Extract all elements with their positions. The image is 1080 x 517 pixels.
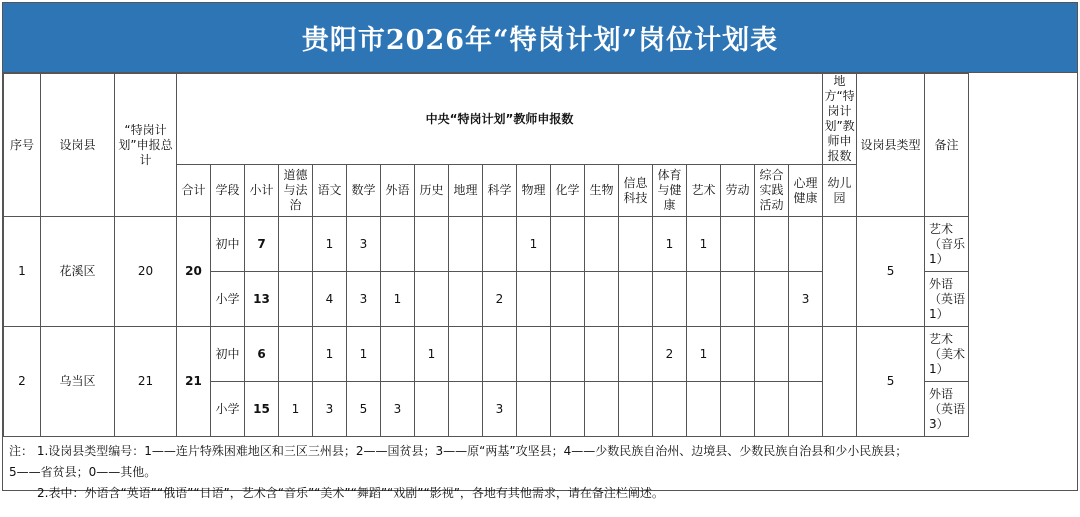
- cell-total: 21: [177, 327, 211, 437]
- page-title: 贵阳市2026年“特岗计划”岗位计划表: [3, 3, 1077, 73]
- cell-subject: [279, 272, 313, 327]
- header-subject: 科学: [483, 165, 517, 217]
- cell-county: 乌当区: [41, 327, 115, 437]
- cell-subject: [415, 217, 449, 272]
- cell-subject: [755, 327, 789, 382]
- cell-kindergarten: [823, 327, 857, 437]
- plan-document: [2, 2, 1078, 491]
- cell-subject: [755, 272, 789, 327]
- header-subject: 劳动: [721, 165, 755, 217]
- cell-county: 花溪区: [41, 217, 115, 327]
- cell-subject: [687, 272, 721, 327]
- header-central: 中央“特岗计划”教师申报数: [177, 74, 823, 165]
- cell-seq: 1: [4, 217, 41, 327]
- header-subject: 艺术: [687, 165, 721, 217]
- cell-subject: [789, 382, 823, 437]
- table-row: [4, 327, 1080, 382]
- cell-subject: 3: [347, 272, 381, 327]
- cell-subject: [415, 382, 449, 437]
- cell-subject: [517, 327, 551, 382]
- cell-subject: 1: [653, 217, 687, 272]
- cell-subject: 2: [483, 272, 517, 327]
- cell-subject: 3: [313, 382, 347, 437]
- cell-subject: [619, 327, 653, 382]
- header-subject: 数学: [347, 165, 381, 217]
- header-subject: 地理: [449, 165, 483, 217]
- cell-subject: 1: [517, 217, 551, 272]
- cell-subject: [551, 272, 585, 327]
- header-county-type: 设岗县类型: [857, 74, 925, 217]
- cell-subject: [551, 382, 585, 437]
- header-subject: 信息科技: [619, 165, 653, 217]
- cell-subject: 1: [313, 217, 347, 272]
- cell-subject: 1: [347, 327, 381, 382]
- cell-subject: [721, 382, 755, 437]
- cell-seq: 2: [4, 327, 41, 437]
- cell-subtotal: 7: [245, 217, 279, 272]
- cell-kindergarten: [823, 217, 857, 327]
- header-subject: 道德与法治: [279, 165, 313, 217]
- cell-subject: 3: [381, 382, 415, 437]
- cell-subject: [279, 217, 313, 272]
- cell-county-type: 5: [857, 327, 925, 437]
- cell-remark: 艺术（美术1）: [925, 327, 969, 382]
- cell-stage: 小学: [211, 382, 245, 437]
- cell-subject: 1: [313, 327, 347, 382]
- cell-subject: [517, 272, 551, 327]
- cell-subject: [585, 327, 619, 382]
- cell-subject: [551, 217, 585, 272]
- cell-remark: 艺术（音乐1）: [925, 217, 969, 272]
- cell-subject: 1: [415, 327, 449, 382]
- cell-subject: 3: [347, 217, 381, 272]
- cell-subject: [381, 327, 415, 382]
- header-kindergarten: 幼儿园: [823, 165, 857, 217]
- header-declared-total: “特岗计划”申报总计: [115, 74, 177, 217]
- cell-total: 20: [177, 217, 211, 327]
- cell-subject: [619, 272, 653, 327]
- cell-subject: [721, 272, 755, 327]
- cell-subject: 3: [789, 272, 823, 327]
- cell-subject: [483, 327, 517, 382]
- cell-subject: [449, 217, 483, 272]
- header-subject: 化学: [551, 165, 585, 217]
- header-subject: 物理: [517, 165, 551, 217]
- header-subject: 综合实践活动: [755, 165, 789, 217]
- cell-stage: 初中: [211, 217, 245, 272]
- cell-subject: 1: [687, 327, 721, 382]
- header-seq: 序号: [4, 74, 41, 217]
- cell-subject: [755, 382, 789, 437]
- table-row: [4, 217, 1080, 272]
- plan-table: [3, 73, 1080, 437]
- cell-subject: 5: [347, 382, 381, 437]
- cell-stage: 小学: [211, 272, 245, 327]
- header-total: 合计: [177, 165, 211, 217]
- cell-subtotal: 15: [245, 382, 279, 437]
- cell-remark: 外语（英语1）: [925, 272, 969, 327]
- cell-stage: 初中: [211, 327, 245, 382]
- cell-subject: 3: [483, 382, 517, 437]
- header-subject: 心理健康: [789, 165, 823, 217]
- cell-county-type: 5: [857, 217, 925, 327]
- note-line: 5——省贫县；0——其他。: [9, 462, 1071, 483]
- cell-subject: [721, 217, 755, 272]
- header-subject: 外语: [381, 165, 415, 217]
- cell-subject: [449, 327, 483, 382]
- cell-subject: [789, 327, 823, 382]
- cell-subject: [483, 217, 517, 272]
- header-subject: 语文: [313, 165, 347, 217]
- cell-subject: [653, 382, 687, 437]
- cell-subject: [653, 272, 687, 327]
- cell-subject: [381, 217, 415, 272]
- cell-subject: 4: [313, 272, 347, 327]
- cell-subject: [517, 382, 551, 437]
- cell-subject: [449, 382, 483, 437]
- cell-subject: 1: [381, 272, 415, 327]
- cell-declared-total: 20: [115, 217, 177, 327]
- cell-subject: [449, 272, 483, 327]
- cell-subject: [279, 327, 313, 382]
- cell-subject: [585, 382, 619, 437]
- cell-subject: [551, 327, 585, 382]
- header-subject: 历史: [415, 165, 449, 217]
- header-subject: 体育与健康: [653, 165, 687, 217]
- header-subject: 生物: [585, 165, 619, 217]
- cell-declared-total: 21: [115, 327, 177, 437]
- note-line: 注： 1.设岗县类型编号：1——连片特殊困难地区和三区三州县；2——国贫县；3——原“两基”攻坚县；4——少数民族自治州、边境县、少数民族自治县和少小民族县；: [9, 441, 1071, 462]
- cell-subtotal: 6: [245, 327, 279, 382]
- cell-subject: [415, 272, 449, 327]
- header-remarks: 备注: [925, 74, 969, 217]
- cell-subject: [755, 217, 789, 272]
- header-county: 设岗县: [41, 74, 115, 217]
- cell-subject: 1: [279, 382, 313, 437]
- cell-subject: 1: [687, 217, 721, 272]
- header-stage: 学段: [211, 165, 245, 217]
- cell-subject: [789, 217, 823, 272]
- cell-remark: 外语（英语3）: [925, 382, 969, 437]
- notes-block: [3, 437, 1077, 517]
- header-subtotal: 小计: [245, 165, 279, 217]
- note-line: 2.表中：外语含“英语”“俄语”“日语”，艺术含“音乐”“美术”“舞蹈”“戏剧”“影视”，各地有其他需求，请在备注栏阐述。: [9, 483, 1071, 504]
- cell-subject: [585, 217, 619, 272]
- cell-subject: [619, 382, 653, 437]
- cell-subject: 2: [653, 327, 687, 382]
- header-local: 地方“特岗计划”教师申报数: [823, 74, 857, 165]
- cell-subject: [585, 272, 619, 327]
- cell-subject: [687, 382, 721, 437]
- cell-subtotal: 13: [245, 272, 279, 327]
- cell-subject: [619, 217, 653, 272]
- cell-subject: [721, 327, 755, 382]
